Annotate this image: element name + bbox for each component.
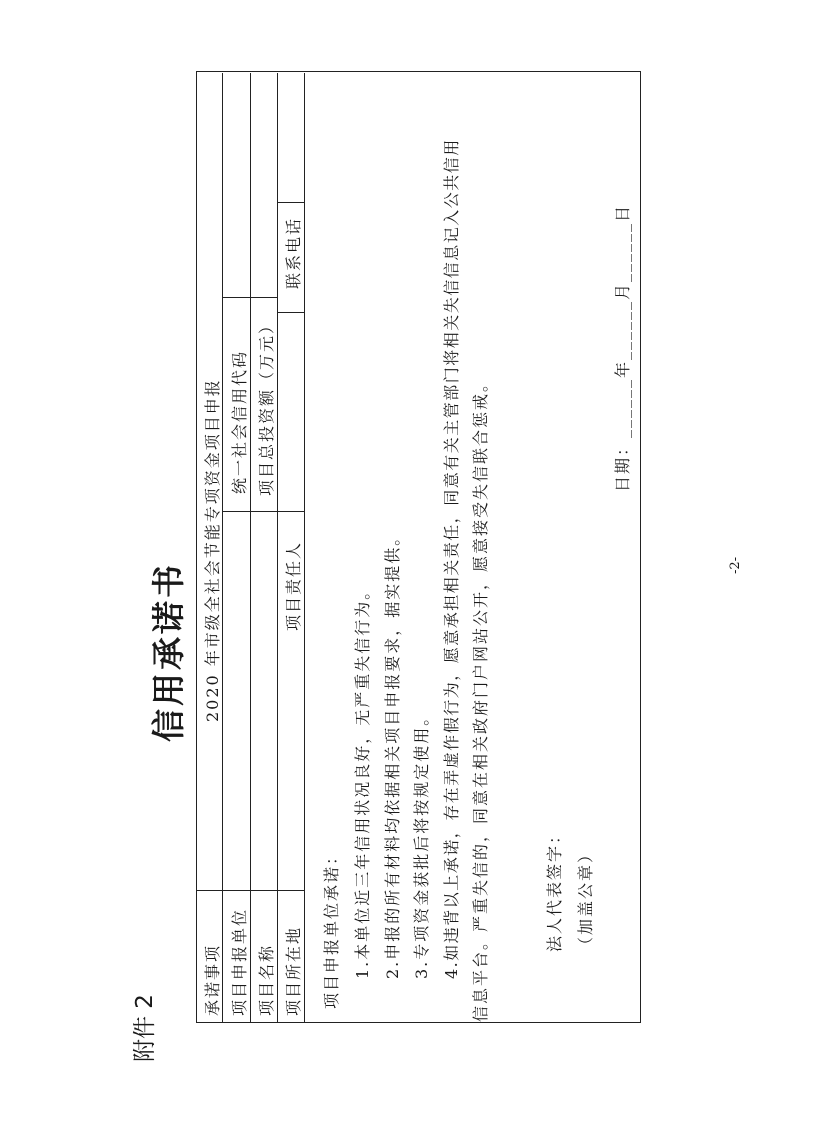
commitment-table [196, 71, 641, 1023]
row-divider [304, 73, 305, 1022]
column-divider [277, 202, 304, 203]
project-location-label: 项目所在地 [284, 925, 303, 1016]
credit-code-label: 统一社会信用代码 [230, 349, 249, 494]
row-divider [277, 73, 278, 1022]
annex-label: 附件 2 [132, 994, 158, 1062]
row-divider [250, 73, 251, 1022]
commitment-item-4: 4.如违背以上承诺，存在弄虚作假行为，愿意承担相关责任，同意有关主管部门将相关失信信息记入公共信用 [442, 138, 461, 979]
signing-date: 日期：______年______月______日 [613, 203, 632, 492]
document-title: 信用承诺书 [149, 562, 188, 742]
official-seal-note: （加盖公章） [576, 844, 595, 953]
legal-representative-signature: 法人代表签字： [545, 825, 564, 952]
page-number: -2- [728, 556, 743, 574]
commit-item-label: 承诺事项 [203, 943, 222, 1016]
column-divider [222, 511, 304, 512]
commitment-intro: 项目申报单位承诺： [322, 846, 341, 1009]
contact-phone-label: 联系电话 [284, 216, 303, 289]
column-divider [277, 312, 304, 313]
column-divider [222, 297, 277, 298]
commitment-item-1: 1.本单位近三年信用状况良好，无严重失信行为。 [353, 581, 372, 979]
project-leader-label: 项目责任人 [284, 540, 303, 631]
applicant-unit-label: 项目申报单位 [230, 907, 249, 1016]
commitment-item-4-continued: 信息平台。严重失信的，同意在相关政府门户网站公开，愿意接受失信联合惩戒。 [471, 373, 490, 1022]
project-name-label: 项目名称 [257, 943, 276, 1016]
commit-item-value: 2020 年市级全社会节能专项资金项目申报 [203, 378, 222, 722]
commitment-item-2: 2.申报的所有材料均依据相关项目申报要求，据实提供。 [383, 527, 402, 979]
column-divider [197, 890, 304, 891]
commitment-item-3: 3.专项资金获批后将按规定使用。 [412, 707, 431, 979]
total-investment-label: 项目总投资额（万元） [257, 315, 276, 496]
